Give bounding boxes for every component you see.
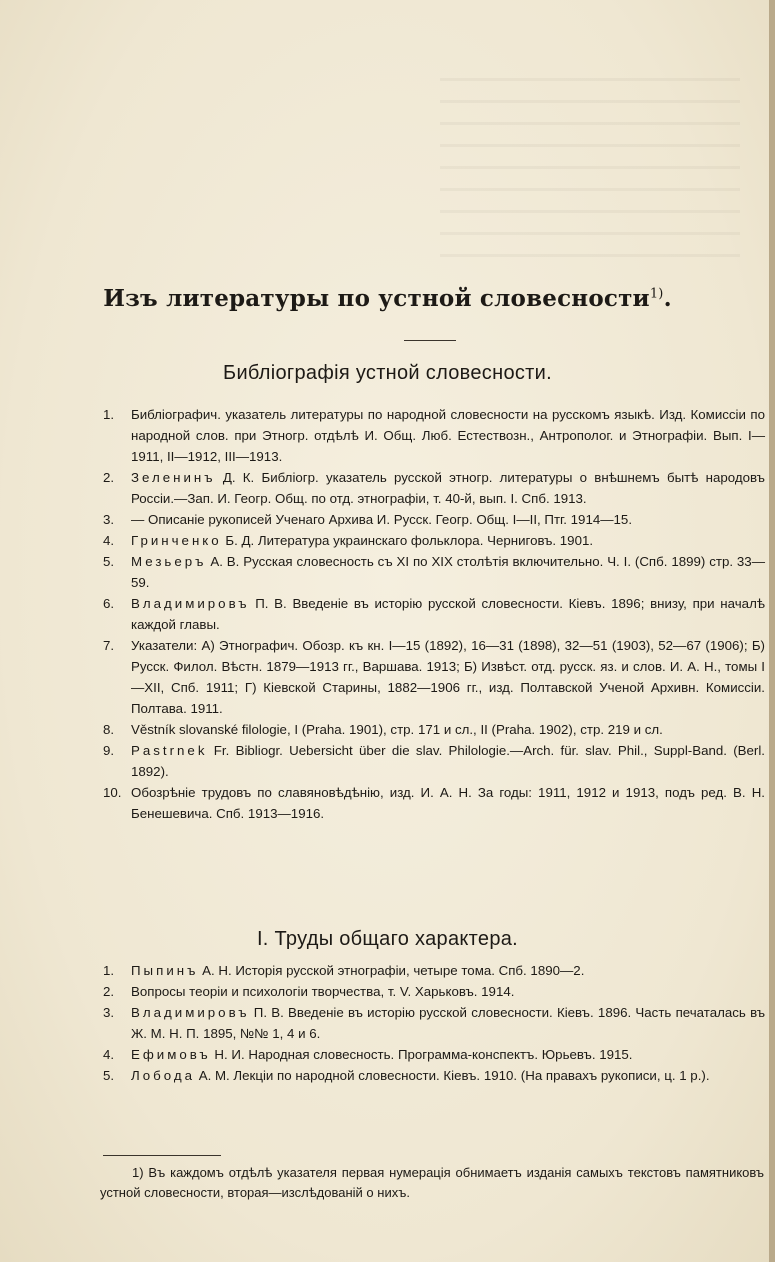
item-text: Fr. Bibliogr. Uebersicht über die slav. Philologie.—Arch. für. slav. Phil., Suppl-Band. (Berl. 1892).: [131, 743, 765, 779]
item-number: 5.: [103, 554, 115, 569]
item-author: Лобода: [131, 1068, 195, 1083]
item-author: Мезьеръ: [131, 554, 207, 569]
list-item: [103, 551, 765, 593]
list-item: [103, 509, 765, 530]
footnote-divider: [103, 1155, 221, 1156]
title-divider: [404, 340, 456, 341]
title-text: Изъ литературы по устной словесности: [103, 285, 650, 312]
list-item: [103, 719, 765, 740]
item-text: А. Н. Исторія русской этнографіи, четыре тома. Спб. 1890—2.: [202, 963, 585, 978]
item-text: П. В. Введеніе въ исторію русской словесности. Кіевъ. 1896; внизу, при началѣ каждой главы.: [131, 596, 765, 632]
item-author: Ефимовъ: [131, 1047, 211, 1062]
footnote: 1) Въ каждомъ отдѣлѣ указателя первая нумерація обнимаетъ изданія самыхъ текстовъ памятниковъ устной словесности, вторая—изслѣдованій о нихъ.: [100, 1165, 764, 1200]
general-works-list: [103, 960, 765, 1086]
list-item: [103, 960, 765, 981]
item-text: Библіографич. указатель литературы по народной словесности на русскомъ языкѣ. Изд. Комиссіи по народной слов. при Этногр. отдѣлѣ И. Общ. Люб. Естествозн., Антрополог. и Этнографіи. Вып. I—1911, II—1912, III—1913.: [131, 407, 765, 464]
page-edge: [769, 0, 775, 1262]
item-text: — Описаніе рукописей Ученаго Архива И. Русск. Геогр. Общ. I—II, Птг. 1914—15.: [131, 512, 633, 527]
item-author: Владимировъ: [131, 1005, 250, 1020]
list-item: [103, 981, 765, 1002]
list-item: [103, 593, 765, 635]
item-number: 5.: [103, 1068, 115, 1083]
list-item: [103, 467, 765, 509]
item-number: 9.: [103, 743, 115, 758]
list-item: [103, 1002, 765, 1044]
item-number: 8.: [103, 722, 115, 737]
item-text: Věstník slovanské filologie, I (Praha. 1901), стр. 171 и сл., II (Praha. 1902), стр. 219 и сл.: [131, 722, 663, 737]
list-item: [103, 635, 765, 719]
item-number: 2.: [103, 470, 115, 485]
item-number: 3.: [103, 1005, 115, 1020]
item-author: Пыпинъ: [131, 963, 199, 978]
item-text: Вопросы теоріи и психологіи творчества, т. V. Харьковъ. 1914.: [131, 984, 515, 999]
item-text: П. В. Введеніе въ исторію русской словесности. Кіевъ. 1896. Часть печаталась въ Ж. М. Н. П. 1895, №№ 1, 4 и 6.: [131, 1005, 766, 1041]
section-heading-bibliography: Библіографія устной словесности.: [223, 362, 552, 384]
item-text: Указатели: А) Этнографич. Обозр. къ кн. I—15 (1892), 16—31 (1898), 32—51 (1903), 52—67 (1906); Б) Русск. Филол. Вѣстн. 1879—1913 гг., Варшава. 1913; Б) Извѣст. отд. русск. яз. и слов. И. А. Н., томы I—XII, Спб. 1911; Г) Кіевской Старины, 1882—1906 гг., изд. Полтавской Ученой Архивн. Комиссіи. Полтава. 1911.: [131, 638, 765, 716]
title-footnote-marker: 1): [649, 286, 664, 302]
item-author: Зеленинъ: [131, 470, 216, 485]
list-item: [103, 530, 765, 551]
list-item: [103, 1044, 765, 1065]
list-item: [103, 782, 765, 824]
item-author: Pastrnek: [131, 743, 208, 758]
item-text: Н. И. Народная словесность. Программа-конспектъ. Юрьевъ. 1915.: [214, 1047, 633, 1062]
item-text: Д. К. Библіогр. указатель русской этногр. литературы о внѣшнемъ бытѣ народовъ Россіи.—Зап. И. Геогр. Общ. по отд. этнографіи, т. 40-й, вып. I. Спб. 1913.: [131, 470, 765, 506]
list-item: [103, 404, 765, 467]
list-item: [103, 740, 765, 782]
item-number: 4.: [103, 533, 115, 548]
item-number: 6.: [103, 596, 115, 611]
item-author: Владимировъ: [131, 596, 250, 611]
item-text: Обозрѣніе трудовъ по славяновѣдѣнію, изд. И. А. Н. За годы: 1911, 1912 и 1913, подъ ред. В. Н. Бенешевича. Спб. 1913—1916.: [131, 785, 765, 821]
section-heading-general-works: I. Труды общаго характера.: [256, 928, 519, 950]
item-author: Гринченко: [131, 533, 222, 548]
list-item: [103, 1065, 765, 1086]
item-number: 3.: [103, 512, 115, 527]
item-number: 1.: [103, 963, 115, 978]
item-text: А. В. Русская словесность съ XI по XIX столѣтія включительно. Ч. I. (Спб. 1899) стр. 33—59.: [131, 554, 765, 590]
item-number: 7.: [103, 638, 115, 653]
item-number: 2.: [103, 984, 115, 999]
item-text: Б. Д. Литература украинскаго фольклора. Черниговъ. 1901.: [225, 533, 594, 548]
page-title: Изъ литературы по устной словесности$^{1)}$.: [103, 285, 672, 312]
item-number: 1.: [103, 407, 115, 422]
item-number: 10.: [103, 785, 122, 800]
item-number: 4.: [103, 1047, 115, 1062]
bleed-through-text: [440, 78, 740, 268]
item-text: А. М. Лекціи по народной словесности. Кіевъ. 1910. (На правахъ рукописи, ц. 1 р.).: [198, 1068, 710, 1083]
bibliography-list: [103, 404, 765, 824]
